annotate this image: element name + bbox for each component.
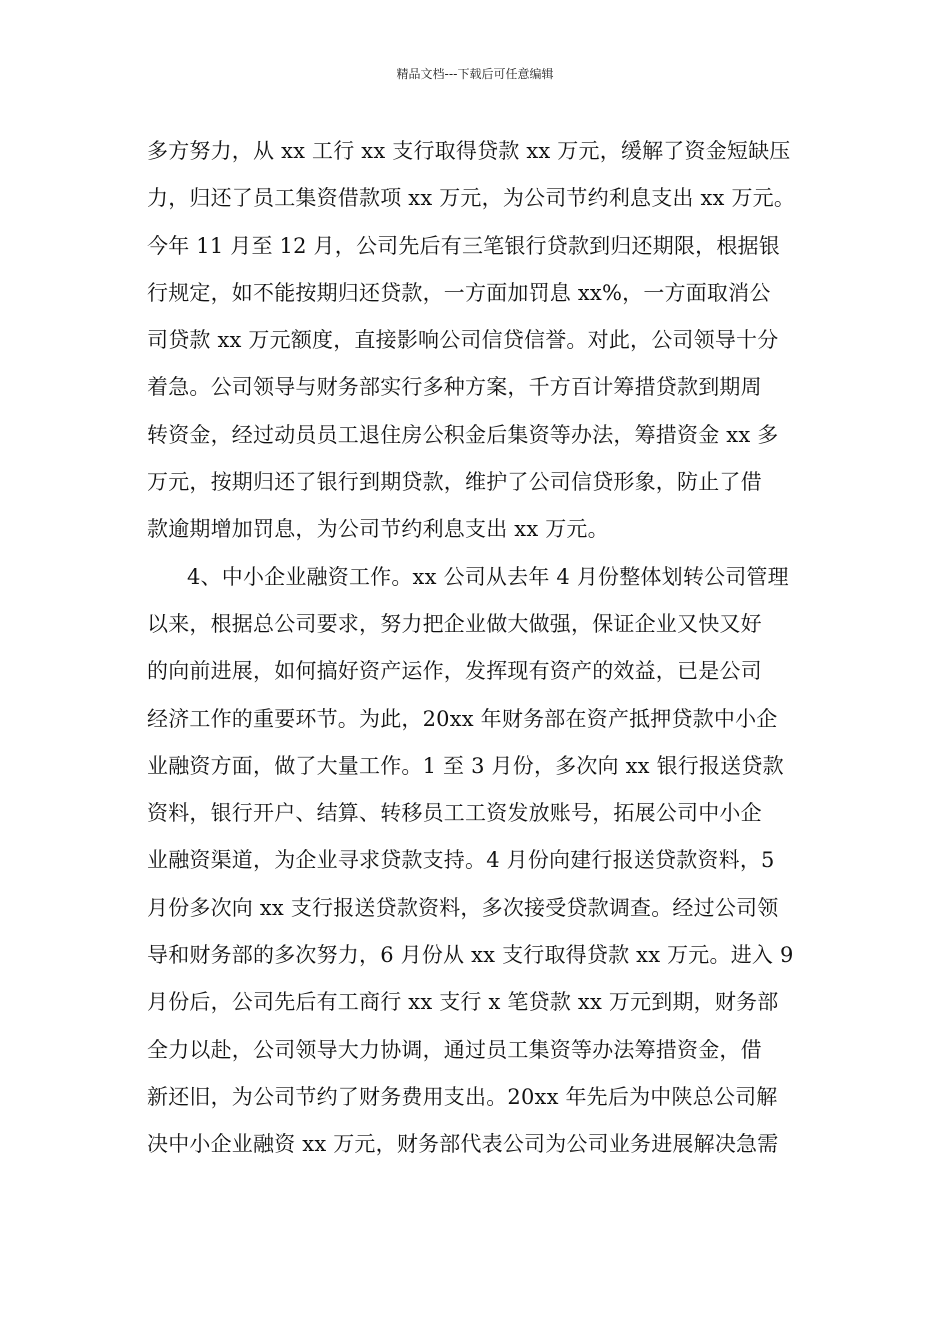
text-line: 经济工作的重要环节。为此，20xx 年财务部在资产抵押贷款中小企 [147,706,778,731]
text-line: 力，归还了员工集资借款项 xx 万元，为公司节约利息支出 xx 万元。 [147,186,796,211]
text-line: 今年 11 月至 12 月，公司先后有三笔银行贷款到归还期限，根据银 [147,233,780,258]
text-line: 决中小企业融资 xx 万元，财务部代表公司为公司业务进展解决急需 [147,1132,779,1157]
text-line: 全力以赴，公司领导大力协调，通过员工集资等办法筹措资金，借 [147,1037,762,1062]
text-line: 业融资方面，做了大量工作。1 至 3 月份，多次向 xx 银行报送贷款 [147,753,784,778]
document-body [147,128,837,1169]
text-line: 多方努力，从 xx 工行 xx 支行取得贷款 xx 万元，缓解了资金短缺压 [147,139,791,163]
text-line: 导和财务部的多次努力，6 月份从 xx 支行取得贷款 xx 万元。进入 9 [147,943,794,968]
text-line: 万元，按期归还了银行到期贷款，维护了公司信贷形象，防止了借 [147,470,762,495]
text-line: 新还旧，为公司节约了财务费用支出。20xx 年先后为中陕总公司解 [147,1084,778,1109]
text-line: 的向前进展，如何搞好资产运作，发挥现有资产的效益，已是公司 [147,659,762,684]
text-line: 业融资渠道，为企业寻求贷款支持。4 月份向建行报送贷款资料，5 [147,848,775,873]
text-line: 着急。公司领导与财务部实行多种方案，千方百计筹措贷款到期周 [147,375,762,400]
text-line: 月份后，公司先后有工商行 xx 支行 x 笔贷款 xx 万元到期，财务部 [147,990,779,1015]
page-header: 精品文档---下载后可任意编辑 [396,67,554,81]
text-line: 月份多次向 xx 支行报送贷款资料，多次接受贷款调查。经过公司领 [147,895,779,920]
text-line: 资料，银行开户、结算、转移员工工资发放账号，拓展公司中小企 [147,801,762,826]
text-line: 行规定，如不能按期归还贷款，一方面加罚息 xx%，一方面取消公 [147,280,771,305]
text-line: 司贷款 xx 万元额度，直接影响公司信贷信誉。对此，公司领导十分 [147,328,779,353]
paragraph-start-line: 4、中小企业融资工作。xx 公司从去年 4 月份整体划转公司管理 [187,564,789,589]
text-line: 款逾期增加罚息，为公司节约利息支出 xx 万元。 [147,517,609,542]
text-line: 以来，根据总公司要求，努力把企业做大做强，保证企业又快又好 [147,611,762,636]
text-line: 转资金，经过动员员工退住房公积金后集资等办法，筹措资金 xx 多 [147,422,779,447]
